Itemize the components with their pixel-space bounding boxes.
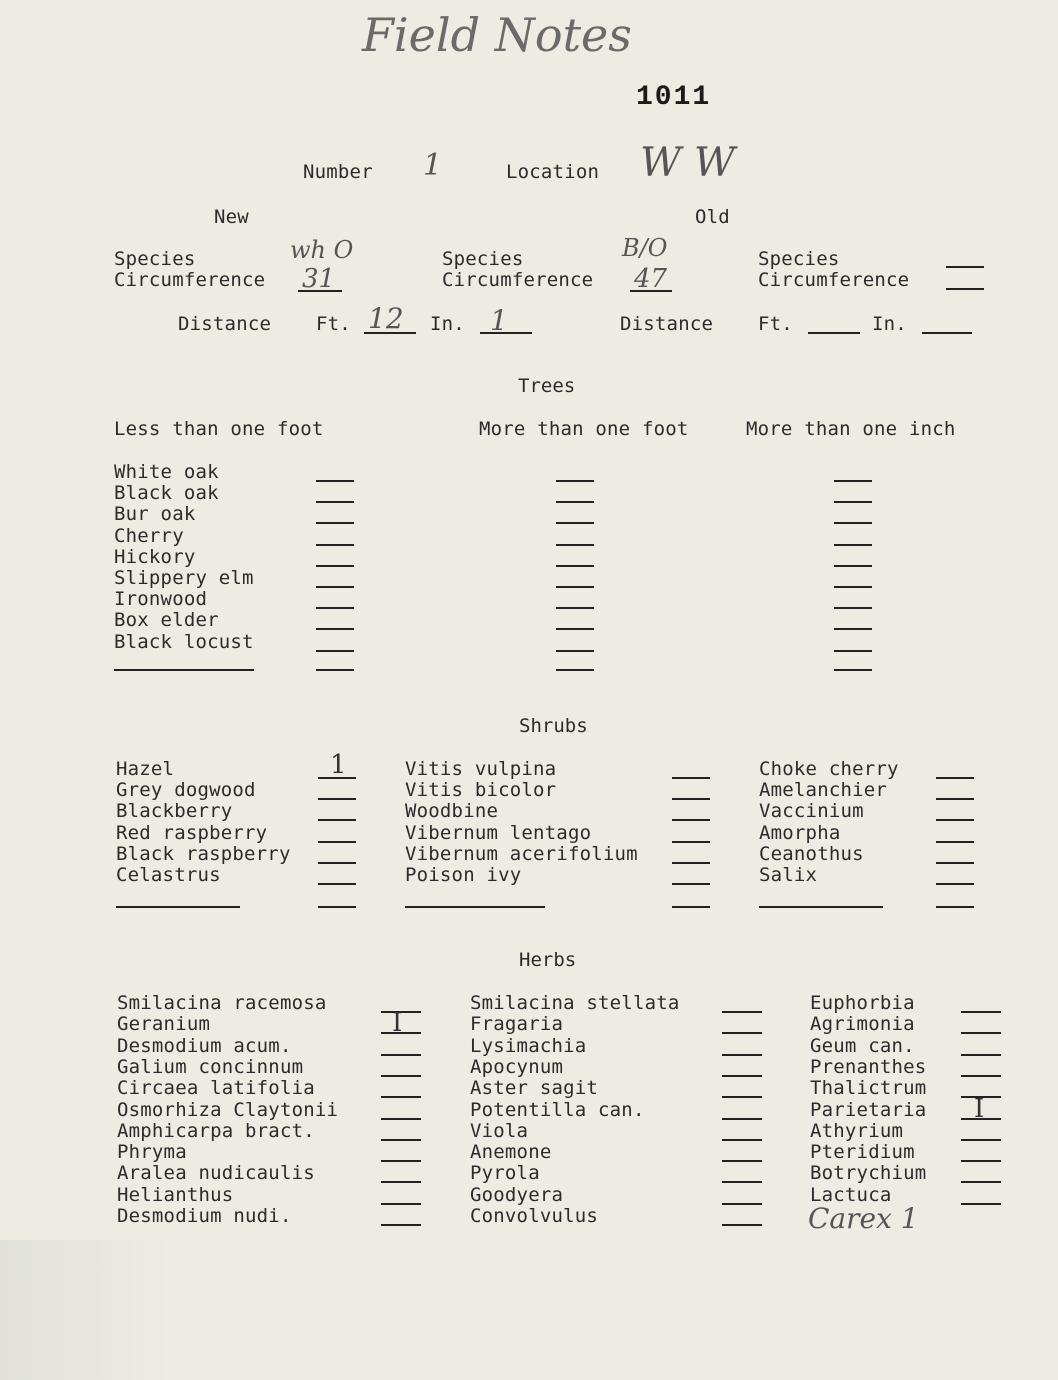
shrub-species-label: Salix: [759, 864, 818, 886]
shrub-tally-blank: [672, 883, 710, 885]
shrub-species-label: Red raspberry: [116, 822, 268, 844]
tree-species-label: Cherry: [114, 525, 184, 547]
shrub-species-label: Amorpha: [759, 822, 841, 844]
ft-label-right: Ft.: [758, 313, 793, 335]
tree-blank-gt1in: [834, 607, 872, 609]
shrub-tally-blank: [672, 777, 710, 779]
tree-blank-gt1ft: [556, 501, 594, 503]
shrub-tally-blank: [318, 883, 356, 885]
herb-species-label: Galium concinnum: [117, 1056, 304, 1078]
shrub-tally-blank: [936, 798, 974, 800]
shrub-tally-blank: [936, 883, 974, 885]
herb-species-label: Geranium: [117, 1013, 211, 1035]
tree-blank-gt1in: [834, 650, 872, 652]
tree-blank-lt1ft: [316, 586, 354, 588]
herb-species-label: Euphorbia: [810, 992, 915, 1014]
herb-species-label: Desmodium nudi.: [117, 1205, 292, 1227]
shrub-species-label: Hazel: [116, 758, 175, 780]
herb-tally-blank: [722, 1096, 762, 1098]
herb-tally-blank: [961, 1075, 1001, 1077]
herb-species-label: Apocynum: [470, 1056, 564, 1078]
herb-species-label: Circaea latifolia: [117, 1077, 315, 1099]
species-label-1: Species: [114, 248, 196, 270]
trees-col-header-3: More than one inch: [746, 418, 956, 440]
shrub-species-label: Vitis vulpina: [405, 758, 557, 780]
herb-tally-blank: [381, 1075, 421, 1077]
shrubs-title: Shrubs: [519, 715, 588, 737]
tree-species-label: Slippery elm: [114, 567, 254, 589]
herb-tally-blank: [722, 1011, 762, 1013]
herb-tally-blank: [722, 1203, 762, 1205]
herbs-title: Herbs: [519, 949, 577, 971]
number-label: Number: [303, 161, 373, 183]
shrub-tally-blank: [936, 777, 974, 779]
herb-species-label: Aster sagit: [470, 1077, 599, 1099]
herb-species-label: Potentilla can.: [470, 1099, 645, 1121]
tree-blank-gt1ft: [556, 544, 594, 546]
tally-parietaria: I: [974, 1094, 985, 1124]
tree-blank-gt1in: [834, 586, 872, 588]
paper-shadow: [0, 1240, 170, 1380]
shrub-tally-blank: [936, 841, 974, 843]
herb-tally-blank: [722, 1054, 762, 1056]
shrub-write-in-blank: [116, 906, 240, 908]
tree-blank-lt1ft: [316, 522, 354, 524]
herb-species-label: Desmodium acum.: [117, 1035, 292, 1057]
tree-blank-lt1ft: [316, 480, 354, 482]
herb-tally-blank: [722, 1224, 762, 1226]
circumference-blank-2: [630, 290, 672, 292]
herb-tally-blank: [722, 1032, 762, 1034]
herb-tally-blank: [961, 1203, 1001, 1205]
circumference-value-2: 47: [634, 264, 668, 294]
distance-label-right: Distance: [620, 313, 714, 335]
herb-species-label: Thalictrum: [810, 1077, 927, 1099]
herb-tally-blank: [722, 1160, 762, 1162]
trees-title: Trees: [518, 375, 576, 397]
herb-species-label: Goodyera: [470, 1184, 564, 1206]
shrub-tally-blank: [936, 819, 974, 821]
herb-species-label: Osmorhiza Claytonii: [117, 1099, 339, 1121]
shrub-tally-blank: [318, 798, 356, 800]
herb-tally-blank: [961, 1011, 1001, 1013]
circumference-value-1: 31: [302, 264, 336, 294]
tally-hazel: 1: [330, 750, 347, 780]
shrub-species-label: Choke cherry: [759, 758, 899, 780]
tree-species-label: Box elder: [114, 609, 219, 631]
herb-species-label: Pyrola: [470, 1162, 540, 1184]
herb-species-label: Viola: [470, 1120, 529, 1142]
circumference-blank-3: [946, 288, 984, 290]
circumference-label-1: Circumference: [114, 269, 266, 291]
herb-tally-blank: [381, 1054, 421, 1056]
herb-species-label: Helianthus: [117, 1184, 234, 1206]
species-value-1: wh O: [290, 236, 354, 264]
herb-tally-blank: [722, 1181, 762, 1183]
circumference-label-2: Circumference: [442, 269, 594, 291]
shrub-write-in-blank: [759, 906, 883, 908]
handwritten-title: Field Notes: [362, 8, 632, 62]
shrub-tally-blank: [936, 906, 974, 908]
herb-species-label: Anemone: [470, 1141, 552, 1163]
in-label-left: In.: [430, 313, 465, 335]
tree-blank-lt1ft: [316, 501, 354, 503]
herb-species-label: Aralea nudicaulis: [117, 1162, 315, 1184]
herb-species-label: Phryma: [117, 1141, 187, 1163]
number-value: 1: [423, 148, 443, 183]
tree-blank-gt1in: [834, 544, 872, 546]
tree-blank-lt1ft: [316, 669, 354, 671]
tree-species-label: Black locust: [114, 631, 254, 653]
location-label: Location: [506, 161, 600, 183]
herb-species-label: Amphicarpa bract.: [117, 1120, 315, 1142]
tree-blank-lt1ft: [316, 565, 354, 567]
herb-species-label: Pteridium: [810, 1141, 915, 1163]
circumference-blank-1: [298, 290, 342, 292]
shrub-species-label: Black raspberry: [116, 843, 291, 865]
shrub-species-label: Vibernum lentago: [405, 822, 592, 844]
herb-tally-blank: [722, 1139, 762, 1141]
species-label-2: Species: [442, 248, 524, 270]
herb-species-label: Parietaria: [810, 1099, 927, 1121]
distance-label-left: Distance: [178, 313, 272, 335]
shrub-tally-blank: [672, 862, 710, 864]
trees-col-header-2: More than one foot: [479, 418, 689, 440]
tree-species-label: Ironwood: [114, 588, 208, 610]
shrub-tally-blank: [936, 862, 974, 864]
shrub-species-label: Grey dogwood: [116, 779, 256, 801]
herb-species-label: Smilacina stellata: [470, 992, 680, 1014]
tree-blank-gt1ft: [556, 480, 594, 482]
herb-tally-blank: [381, 1139, 421, 1141]
in-blank-left: [480, 332, 532, 334]
trees-col-header-1: Less than one foot: [114, 418, 324, 440]
tree-species-label: Black oak: [114, 482, 219, 504]
tree-blank-gt1in: [834, 501, 872, 503]
shrub-species-label: Vitis bicolor: [405, 779, 557, 801]
tree-blank-gt1in: [834, 669, 872, 671]
new-label: New: [214, 206, 249, 228]
herb-species-label: Prenanthes: [810, 1056, 927, 1078]
shrub-write-in-blank: [405, 906, 545, 908]
old-label: Old: [695, 206, 730, 228]
tree-blank-lt1ft: [316, 607, 354, 609]
shrub-tally-blank: [318, 819, 356, 821]
herb-species-label: Geum can.: [810, 1035, 915, 1057]
herb-tally-blank: [381, 1224, 421, 1226]
shrub-tally-blank: [672, 906, 710, 908]
shrub-species-label: Celastrus: [116, 864, 221, 886]
tree-blank-gt1ft: [556, 650, 594, 652]
shrub-species-label: Amelanchier: [759, 779, 888, 801]
shrub-species-label: Vaccinium: [759, 800, 864, 822]
herb-tally-blank: [961, 1054, 1001, 1056]
tree-blank-lt1ft: [316, 544, 354, 546]
shrub-tally-blank: [318, 862, 356, 864]
tally-geranium: I: [392, 1008, 403, 1038]
handwritten-carex: Carex 1: [808, 1202, 919, 1235]
herb-species-label: Lactuca: [810, 1184, 892, 1206]
tree-blank-lt1ft: [316, 628, 354, 630]
shrub-species-label: Ceanothus: [759, 843, 864, 865]
shrub-tally-blank: [672, 819, 710, 821]
tree-blank-gt1ft: [556, 628, 594, 630]
herb-species-label: Botrychium: [810, 1162, 927, 1184]
tree-blank-gt1ft: [556, 522, 594, 524]
herb-tally-blank: [722, 1075, 762, 1077]
ft-blank-left: [364, 332, 416, 334]
herb-tally-blank: [381, 1203, 421, 1205]
herb-tally-blank: [961, 1160, 1001, 1162]
location-value: W W: [640, 140, 735, 186]
circumference-label-3: Circumference: [758, 269, 910, 291]
tree-blank-gt1ft: [556, 586, 594, 588]
shrub-tally-blank: [672, 841, 710, 843]
species-value-2: B/O: [622, 234, 668, 262]
herb-tally-blank: [381, 1160, 421, 1162]
shrub-species-label: Vibernum acerifolium: [405, 843, 638, 865]
tree-blank-gt1ft: [556, 565, 594, 567]
herb-tally-blank: [381, 1118, 421, 1120]
tree-blank-gt1in: [834, 480, 872, 482]
shrub-tally-blank: [318, 841, 356, 843]
tree-species-label: Hickory: [114, 546, 196, 568]
herb-species-label: Smilacina racemosa: [117, 992, 327, 1014]
stamp-number: 1011: [636, 82, 712, 113]
tree-blank-gt1ft: [556, 669, 594, 671]
shrub-species-label: Blackberry: [116, 800, 233, 822]
ft-label-left: Ft.: [316, 313, 351, 335]
herb-tally-blank: [961, 1139, 1001, 1141]
in-value-left: 1: [490, 304, 508, 337]
tree-species-label: Bur oak: [114, 503, 196, 525]
ft-blank-right: [808, 332, 860, 334]
tree-blank-gt1in: [834, 522, 872, 524]
herb-species-label: Athyrium: [810, 1120, 904, 1142]
shrub-tally-blank: [318, 906, 356, 908]
tree-blank-lt1ft: [316, 650, 354, 652]
herb-tally-blank: [961, 1181, 1001, 1183]
species-blank-3: [946, 266, 984, 268]
herb-species-label: Convolvulus: [470, 1205, 599, 1227]
herb-tally-blank: [381, 1096, 421, 1098]
species-label-3: Species: [758, 248, 840, 270]
tree-blank-gt1in: [834, 565, 872, 567]
herb-species-label: Agrimonia: [810, 1013, 915, 1035]
tree-write-in-blank: [114, 669, 254, 671]
shrub-species-label: Poison ivy: [405, 864, 522, 886]
in-label-right: In.: [872, 313, 907, 335]
herb-species-label: Lysimachia: [470, 1035, 587, 1057]
tree-blank-gt1ft: [556, 607, 594, 609]
herb-tally-blank: [722, 1118, 762, 1120]
shrub-species-label: Woodbine: [405, 800, 499, 822]
shrub-tally-blank: [672, 798, 710, 800]
herb-tally-blank: [381, 1181, 421, 1183]
herb-species-label: Fragaria: [470, 1013, 564, 1035]
tree-species-label: White oak: [114, 461, 219, 483]
tree-blank-gt1in: [834, 628, 872, 630]
in-blank-right: [922, 332, 972, 334]
herb-tally-blank: [961, 1032, 1001, 1034]
ft-value-left: 12: [368, 302, 404, 335]
